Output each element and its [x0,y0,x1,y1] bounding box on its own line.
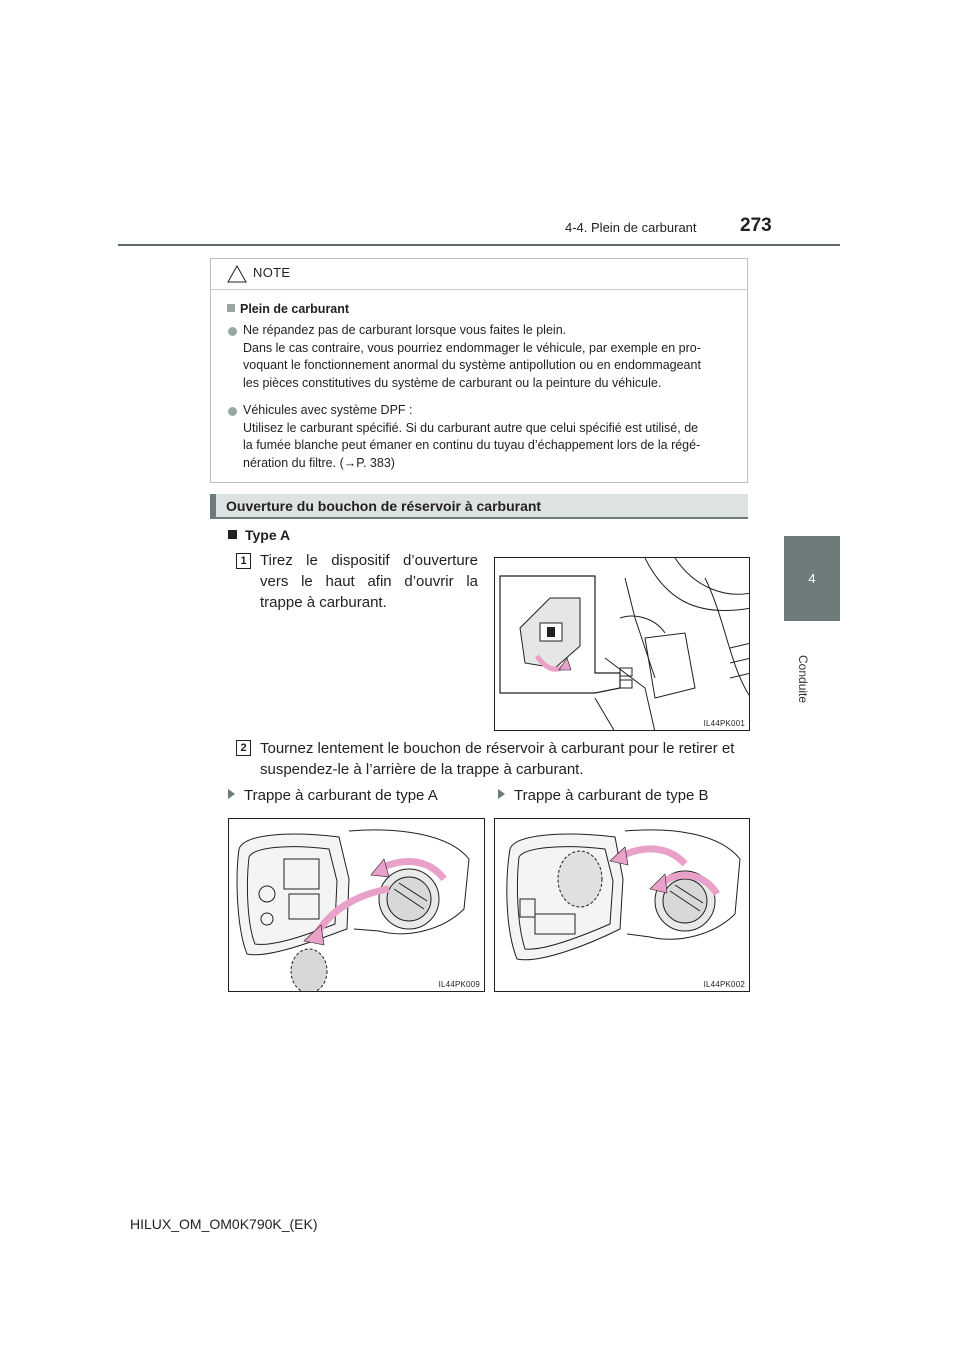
arrow-bullet-icon [498,789,505,799]
bullet-icon [228,407,237,416]
figure-type-a [228,818,485,992]
notice-header [211,259,747,290]
header-section-title: 4-4. Plein de carburant [565,220,697,235]
step-number-2: 2 [236,740,251,756]
warning-icon [227,265,247,283]
figure-fuel-opener [494,557,750,731]
page-number: 273 [740,215,772,236]
notice-item-2: Véhicules avec système DPF : Utilisez le carburant spécifié. Si du carburant autre que celui spécifié est utilisé, de la fumée blanche peut émaner en continu du tuyau d’échappement lors de la régé- nération du filtre. (→P. 383) [243,403,701,470]
arrow-bullet-icon [228,789,235,799]
step-number-1: 1 [236,553,251,569]
header-rule [118,244,840,246]
fuel-opener-illustration [495,558,750,731]
notice-title: Plein de carburant [227,302,349,316]
step-text-1: Tirez le dispositif d’ouverture vers le haut afin d’ouvrir la trappe à carburant. [260,552,478,611]
type-heading: Type A [228,527,290,543]
figure-type-b [494,818,750,992]
figure-code: IL44PK009 [438,980,480,989]
chapter-tab: 4 [784,536,840,621]
section-title: Ouverture du bouchon de réservoir à carburant [226,498,542,514]
square-bullet-icon [228,530,237,539]
section-heading-bar [210,494,748,519]
caption-type-a: Trappe à carburant de type A [228,787,438,804]
notice-label: NOTE [253,265,291,280]
chapter-label: Conduite [796,655,810,704]
caption-type-b: Trappe à carburant de type B [498,787,709,804]
section-bar-edge [210,494,216,517]
fuel-door-type-a-illustration [229,819,485,992]
notice-box [210,258,748,483]
notice-item-1: Ne répandez pas de carburant lorsque vous faites le plein. Dans le cas contraire, vous pourriez endommager le véhicule, par exemple en pro- voquant le fonctionnement anormal du système antipollution ou en endommageant les pièces constitutives du système de carburant ou la peinture du véhicule. [243,323,701,390]
bullet-icon [228,327,237,336]
figure-code: IL44PK002 [703,980,745,989]
figure-code: IL44PK001 [703,719,745,728]
square-bullet-icon [227,304,235,312]
step-text-2: Tournez lentement le bouchon de réservoir à carburant pour le retirer et suspendez-le à l’arrière de la trappe à carburant. [260,740,735,778]
fuel-door-type-b-illustration [495,819,750,992]
footer-doc-id: HILUX_OM_OM0K790K_(EK) [130,1216,318,1232]
